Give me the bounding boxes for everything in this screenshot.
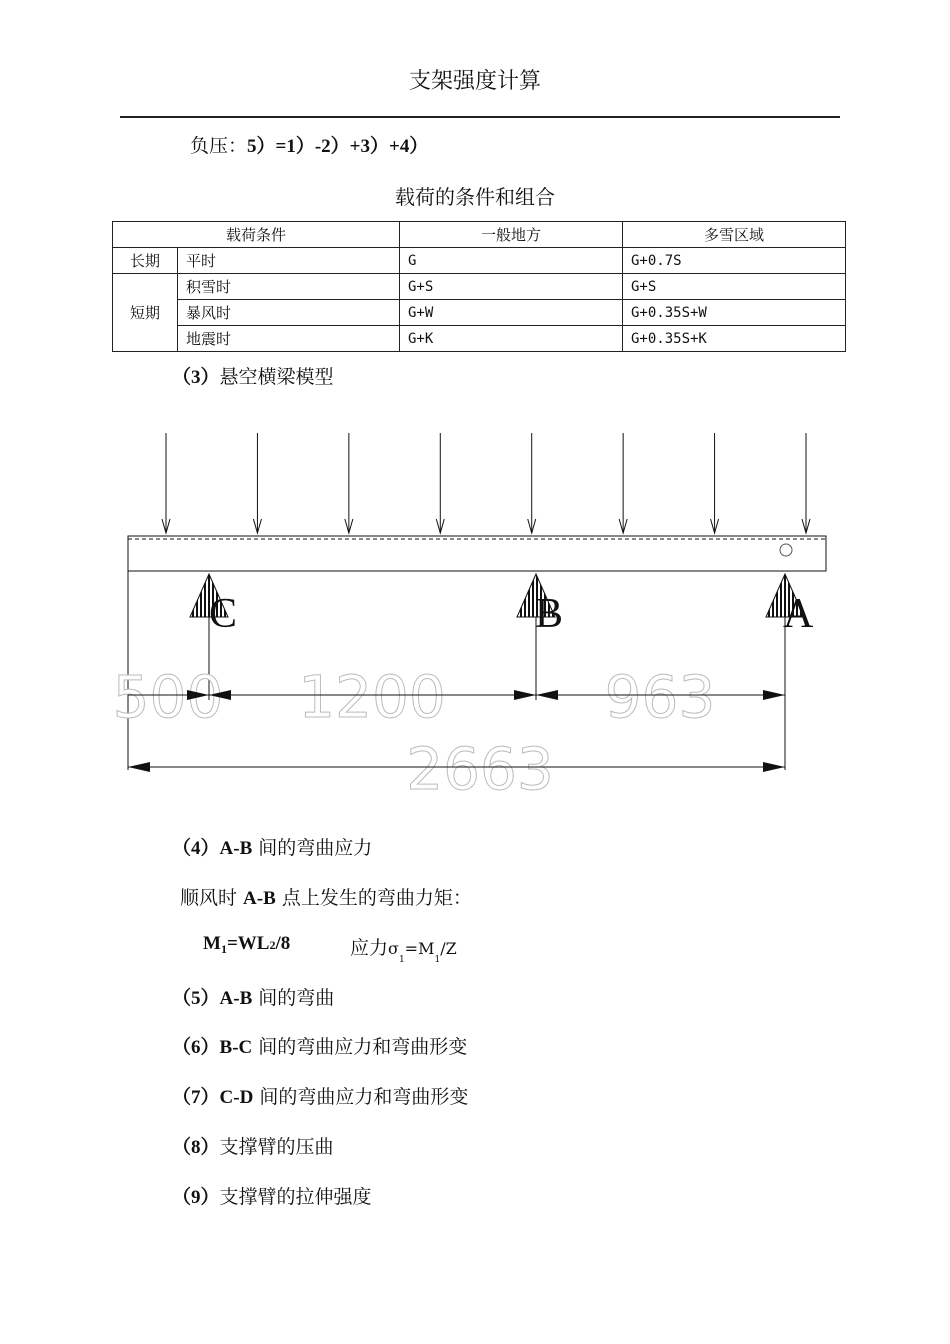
stress-sub-2: 1 xyxy=(434,955,441,965)
table-row xyxy=(113,326,846,352)
section-number: （6） xyxy=(172,1037,220,1058)
header-cell: 一般地方 xyxy=(400,222,623,248)
stress-label: 应力 xyxy=(350,937,389,959)
distributed-load-arrows xyxy=(162,433,810,533)
hinge-circle xyxy=(780,544,792,556)
section-number: （5） xyxy=(172,988,220,1009)
stress-sub-1: 1 xyxy=(398,955,405,965)
dim-label-500: 500 xyxy=(112,663,224,731)
beam-body xyxy=(128,536,826,571)
section-text: 支撑臂的压曲 xyxy=(219,1136,334,1158)
section-bold: C-D xyxy=(219,1087,254,1108)
snowy-cell: G+0.35S+K xyxy=(623,326,846,352)
snowy-cell: G+S xyxy=(623,274,846,300)
page-title: 支架强度计算 xyxy=(408,69,541,94)
general-cell: G+W xyxy=(400,300,623,326)
moment-formula xyxy=(203,933,290,957)
general-cell: G xyxy=(400,248,623,274)
section-number: （7） xyxy=(172,1087,220,1108)
desc-post: 点上发生的弯曲力矩： xyxy=(275,887,472,909)
header-cell: 载荷条件 xyxy=(113,222,400,248)
section-text: 支撑臂的拉伸强度 xyxy=(219,1186,372,1208)
stress-div: /Z xyxy=(440,939,457,958)
section-8-heading xyxy=(172,1132,334,1159)
negative-pressure-line xyxy=(190,131,428,158)
section-bold: A-B xyxy=(219,838,253,859)
stress-sigma: σ xyxy=(388,939,399,958)
section-number: （3） xyxy=(172,367,220,388)
group-long-cell: 长期 xyxy=(113,248,178,274)
section-6-heading xyxy=(172,1032,467,1059)
section-5-heading xyxy=(172,983,334,1010)
formula-m: M xyxy=(203,933,221,954)
dim-label-963: 963 xyxy=(604,663,716,731)
desc-bold: A-B xyxy=(243,888,276,909)
table-caption: 载荷的条件和组合 xyxy=(395,185,555,209)
section-bold: A-B xyxy=(219,988,253,1009)
formula-l-sub: 2 xyxy=(269,938,276,952)
load-conditions-table xyxy=(112,221,846,352)
section-text: 间的弯曲 xyxy=(252,987,335,1009)
table-row xyxy=(113,274,846,300)
section-text: 间的弯曲应力和弯曲形变 xyxy=(253,1086,469,1108)
stress-eq: =M xyxy=(404,939,435,958)
section-number: （9） xyxy=(172,1187,220,1208)
section-9-heading xyxy=(172,1182,372,1209)
neg-pressure-formula: 5）=1）-2）+3）+4） xyxy=(247,136,429,157)
cantilever-beam-diagram xyxy=(0,420,950,800)
table-row xyxy=(113,248,846,274)
general-cell: G+S xyxy=(400,274,623,300)
section-number: （8） xyxy=(172,1137,220,1158)
formula-rest: =WL xyxy=(226,933,270,954)
moment-description xyxy=(180,883,472,910)
section-text: 间的弯曲应力 xyxy=(252,837,373,859)
header-cell: 多雪区域 xyxy=(623,222,846,248)
snowy-cell: G+0.35S+W xyxy=(623,300,846,326)
section-text: 间的弯曲应力和弯曲形变 xyxy=(252,1036,468,1058)
formula-m-sub: 1 xyxy=(220,942,227,956)
section-4-heading xyxy=(172,833,372,860)
section-7-heading xyxy=(172,1082,468,1109)
condition-cell: 积雪时 xyxy=(178,274,400,300)
general-cell: G+K xyxy=(400,326,623,352)
support-c-label: C xyxy=(209,591,238,637)
desc-pre: 顺风时 xyxy=(180,887,244,909)
snowy-cell: G+0.7S xyxy=(623,248,846,274)
table-header-row xyxy=(113,222,846,248)
support-b-label: B xyxy=(535,591,564,637)
condition-cell: 暴风时 xyxy=(178,300,400,326)
neg-pressure-label: 负压： xyxy=(190,135,248,157)
support-a-label: A xyxy=(783,591,814,637)
group-short-cell: 短期 xyxy=(113,274,178,352)
section-bold: B-C xyxy=(219,1037,253,1058)
table-row xyxy=(113,300,846,326)
header-rule xyxy=(120,116,840,118)
formula-end: /8 xyxy=(275,933,291,954)
dim-label-1200: 1200 xyxy=(298,663,446,731)
condition-cell: 平时 xyxy=(178,248,400,274)
section-number: （4） xyxy=(172,838,220,859)
condition-cell: 地震时 xyxy=(178,326,400,352)
section-text: 悬空横梁模型 xyxy=(219,366,334,388)
dim-label-total: 2663 xyxy=(406,735,554,800)
section-3-heading xyxy=(172,362,334,389)
stress-formula xyxy=(350,933,457,965)
